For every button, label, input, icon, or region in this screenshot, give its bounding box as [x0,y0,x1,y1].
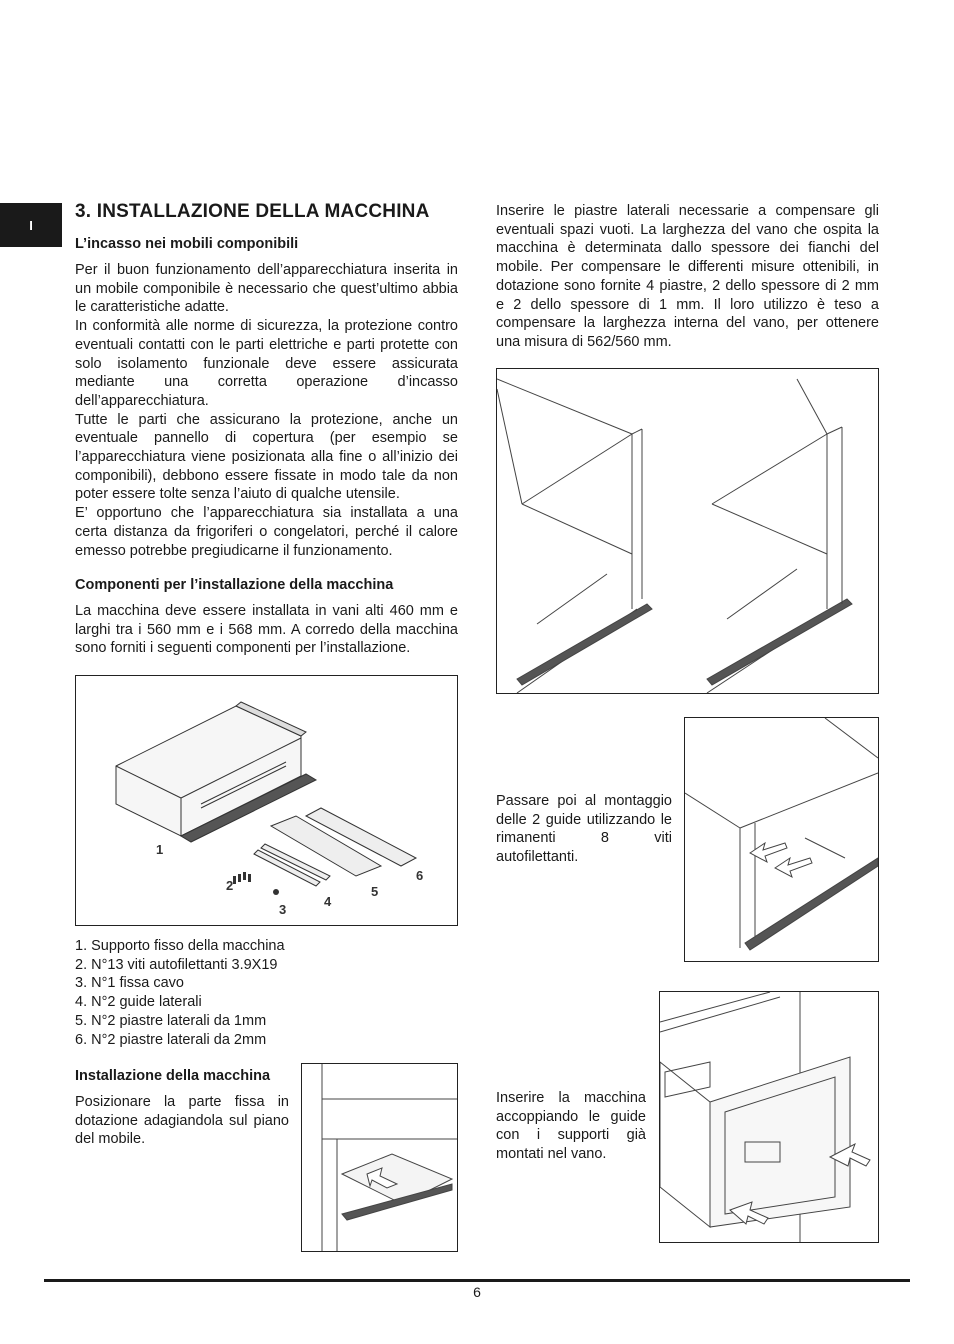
paragraph: Posizionare la parte fissa in dotazione adagiandola sul piano del mobile. [75,1094,289,1148]
paragraph: Per il buon funzionamento dell’apparecchiatura inserita in un mobile componibile è necessario che quest’ultimo abbia le caratteristiche adatte. [75,262,458,316]
paragraph: In conformità alle norme di sicurezza, la protezione contro eventuali contatti con le parti elettriche e parti protette con solo isolamento funzionale deve essere assicurata mediante una corretta operazione d’incasso dell’apparecchiatura. [75,318,458,409]
footer-rule [44,1279,910,1282]
language-tab: I [0,203,62,247]
right-text-1 [496,202,879,352]
label-6: 6 [416,868,424,883]
side-plates-figure [496,368,879,694]
label-4: 4 [324,894,332,909]
right-text-3 [496,1089,646,1164]
incasso-text [75,261,458,560]
paragraph: Passare poi al montaggio delle 2 guide utilizzando le rimanenti 8 viti autofilettanti. [496,793,672,866]
label-3: 3 [279,902,287,917]
subheading-componenti: Componenti per l’installazione della macchina [75,577,394,593]
guides-mounting-figure [684,717,879,962]
list-item: 4. N°2 guide laterali [75,994,202,1011]
paragraph: Tutte le parti che assicurano la protezione, anche un eventuale pannello di copertura (per esempio se l’apparecchiatura viene posizionata alla fine o all’inizio dei componibili), debbono essere fissate in modo tale da non poter essere tolte senza l’aiuto di qualche utensile. [75,411,458,503]
list-item: 1. Supporto fisso della macchina [75,938,285,954]
page-number: 6 [473,1284,481,1300]
list-item: 5. N°2 piastre laterali da 1mm [75,1012,267,1029]
label-2: 2 [226,878,234,893]
componenti-text [75,602,458,658]
paragraph: E’ opportuno che l’apparecchiatura sia installata a una certa distanza da frigoriferi o congelatori, perché il calore emesso potrebbe pregiudicarne il funzionamento. [75,505,458,559]
installazione-text [75,1093,289,1149]
paragraph: Inserire le piastre laterali necessarie a compensare gli eventuali spazi vuoti. La larghezza del vano che ospita la macchina è determinata dallo spessore dei fianchi del mobile. Per compensare le differenti misure ottenibili, in dotazione sono fornite 4 piastre, 2 dello spessore di 2 mm e 2 dello spessore di 1 mm. Il loro utilizzo è teso a compensare la larghezza interna del vano, per ottenere una misura di 562/560 mm. [496,203,879,350]
components-figure [75,675,458,926]
list-item: 3. N°1 fissa cavo [75,975,184,992]
section-title: 3. INSTALLAZIONE DELLA MACCHINA [75,201,430,222]
machine-insertion-figure [659,991,879,1243]
list-item: 2. N°13 viti autofilettanti 3.9X19 [75,956,278,973]
subheading-installazione: Installazione della macchina [75,1068,271,1084]
label-1: 1 [156,842,164,857]
components-list [75,937,285,1049]
paragraph: Inserire la macchina accoppiando le guide con i supporti già montati nel vano. [496,1090,646,1163]
list-item: 6. N°2 piastre laterali da 2mm [75,1031,267,1048]
base-placement-figure [301,1063,458,1252]
right-text-2 [496,792,672,867]
paragraph: La macchina deve essere installata in vani alti 460 mm e larghi tra i 560 mm e i 568 mm. A corredo della macchina sono forniti i seguenti componenti per l’installazione. [75,603,458,657]
subheading-incasso: L’incasso nei mobili componibili [75,236,299,252]
label-5: 5 [371,884,379,899]
